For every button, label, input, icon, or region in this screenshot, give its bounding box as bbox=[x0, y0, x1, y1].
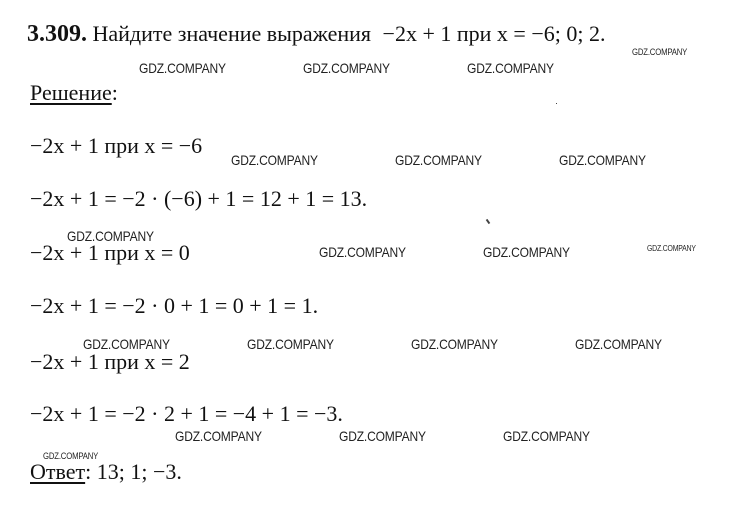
answer-label: Ответ bbox=[30, 459, 86, 484]
watermark: GDZ.COMPANY bbox=[303, 60, 390, 76]
watermark: GDZ.COMPANY bbox=[467, 60, 554, 76]
watermark: GDZ.COMPANY bbox=[395, 152, 482, 168]
watermark: GDZ.COMPANY bbox=[83, 336, 170, 352]
solution-label: Решение bbox=[30, 80, 112, 105]
watermark: GDZ.COMPANY bbox=[231, 152, 318, 168]
step-condition-1: −2x + 1 при x = −6 bbox=[30, 133, 203, 158]
watermark: GDZ.COMPANY bbox=[247, 336, 334, 352]
solution-colon: : bbox=[111, 80, 118, 105]
watermark: GDZ.COMPANY bbox=[339, 428, 426, 444]
scan-speck bbox=[486, 219, 491, 224]
watermark: GDZ.COMPANY bbox=[139, 60, 226, 76]
step-calc-3: −2x + 1 = −2 · 2 + 1 = −4 + 1 = −3. bbox=[30, 401, 343, 426]
step-condition-2: −2x + 1 при x = 0 bbox=[30, 240, 190, 265]
watermark: GDZ.COMPANY bbox=[67, 228, 154, 244]
step-calc-1: −2x + 1 = −2 · (−6) + 1 = 12 + 1 = 13. bbox=[30, 186, 368, 211]
problem-title bbox=[27, 21, 605, 47]
answer-value: : 13; 1; −3. bbox=[85, 459, 182, 484]
solution-heading bbox=[30, 80, 118, 106]
problem-text: Найдите значение выражения bbox=[92, 21, 372, 46]
watermark: GDZ.COMPANY bbox=[319, 244, 406, 260]
step-calc-2: −2x + 1 = −2 · 0 + 1 = 0 + 1 = 1. bbox=[30, 293, 319, 318]
problem-number: 3.309. bbox=[27, 21, 87, 47]
watermark: GDZ.COMPANY bbox=[175, 428, 262, 444]
watermark: GDZ.COMPANY bbox=[411, 336, 498, 352]
problem-expression: −2x + 1 при x = −6; 0; 2. bbox=[382, 21, 606, 46]
watermark: GDZ.COMPANY bbox=[632, 47, 688, 57]
step-condition-3: −2x + 1 при x = 2 bbox=[30, 349, 190, 374]
answer-line bbox=[30, 459, 182, 485]
watermark: GDZ.COMPANY bbox=[503, 428, 590, 444]
watermark: GDZ.COMPANY bbox=[575, 336, 662, 352]
watermark: GDZ.COMPANY bbox=[43, 451, 99, 461]
watermark: GDZ.COMPANY bbox=[647, 244, 696, 253]
scan-speck bbox=[556, 103, 557, 104]
watermark: GDZ.COMPANY bbox=[483, 244, 570, 260]
watermark: GDZ.COMPANY bbox=[559, 152, 646, 168]
